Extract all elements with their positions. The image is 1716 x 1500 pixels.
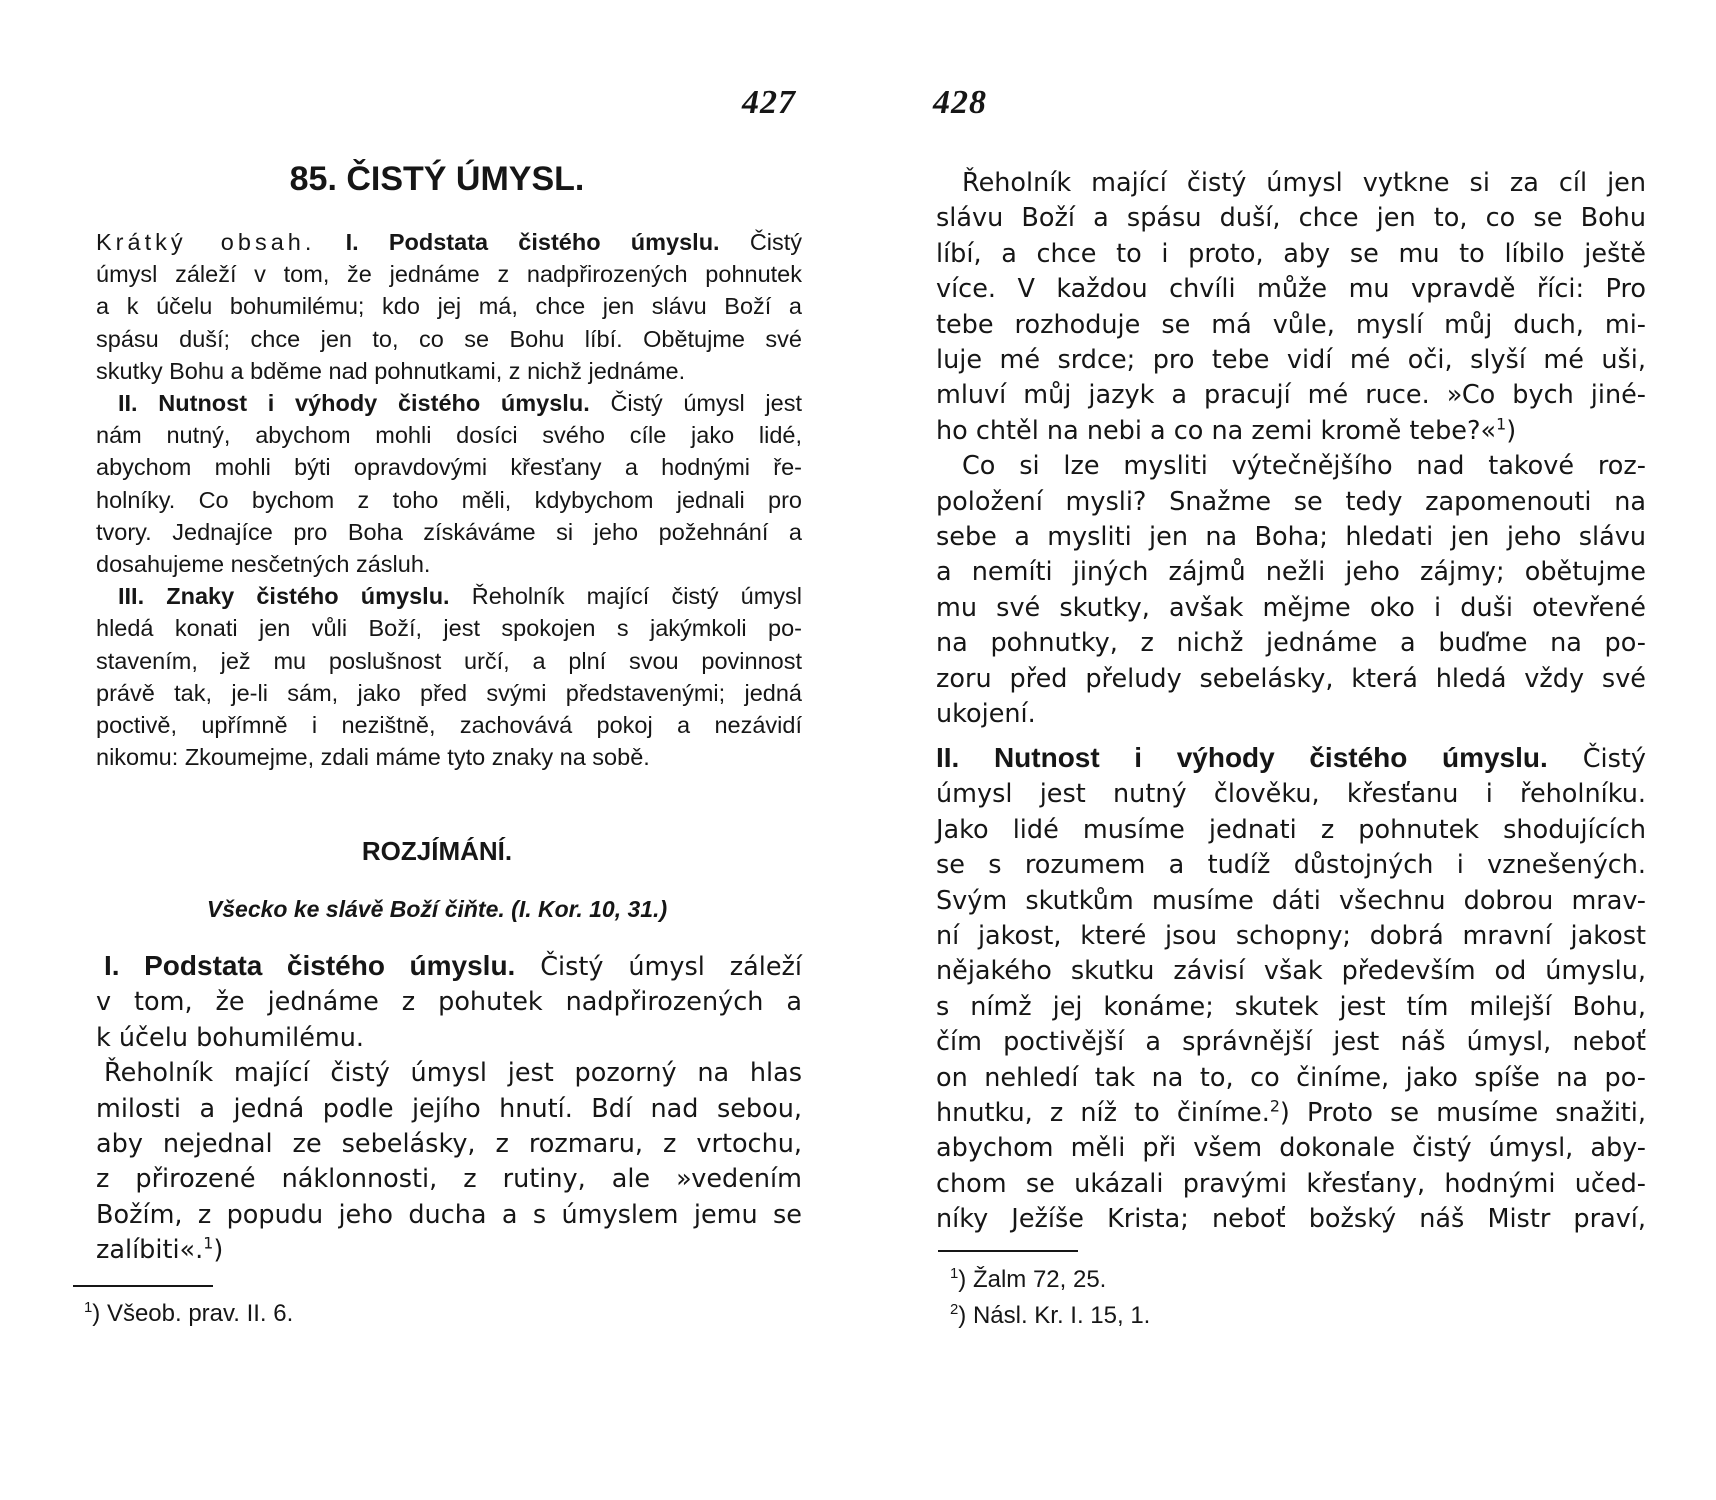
footnote-ref: 2 — [1269, 1096, 1280, 1116]
text-line: abychom měli při všem dokonale čistý úmysl, aby- — [936, 1133, 1646, 1164]
footnote-mark: 1 — [950, 1266, 959, 1282]
summary-line: poctivě, upřímně i nezištně, zachovává pokoj a nezávidí — [96, 712, 802, 739]
footnote-mark: 1 — [84, 1300, 93, 1316]
summary-line: skutky Bohu a bděme nad pohnutkami, z nichž jednáme. — [96, 357, 686, 384]
text-line: ukojení. — [936, 699, 1036, 730]
text-line: mu své skutky, avšak mějme oko i duši otevřené — [936, 592, 1646, 623]
text-line: níky Ježíše Krista; neboť božský náš Mistr praví, — [936, 1204, 1646, 1235]
section-line: Řeholník mající čistý úmysl jest pozorný na hlas — [104, 1058, 802, 1089]
section-line: I. Podstata čistého úmyslu. Čistý úmysl záleží — [104, 950, 802, 982]
summary-line: a k účelu bohumilému; kdo jej má, chce jen slávu Boží a — [96, 293, 802, 320]
summary-line: III. Znaky čistého úmyslu. Řeholník mající čistý úmysl — [118, 583, 802, 610]
text-line: úmysl jest nutný člověku, křesťanu i řeholníku. — [936, 779, 1646, 810]
meditation-heading: ROZJÍMÁNÍ. — [361, 836, 513, 866]
footnote-ref: 1 — [1496, 414, 1507, 434]
section-1 — [96, 948, 802, 1269]
section-line: aby nejednal ze sebelásky, z rozmaru, z vrtochu, — [96, 1129, 802, 1160]
text-line: líbí, a chce to i proto, aby se mu to líbilo ještě — [936, 238, 1646, 269]
text-line: a nemíti jiných zájmů nežli jeho zájmy; obětujme — [936, 557, 1646, 588]
right-page — [858, 0, 1716, 1500]
text-line: čím poctivější a správnější jest náš úmysl, neboť — [936, 1027, 1646, 1058]
page-number: 427 — [742, 84, 796, 121]
text-line: sebe a mysliti jen na Boha; hledati jen jeho slávu — [936, 522, 1646, 553]
summary-line: II. Nutnost i výhody čistého úmyslu. Čistý úmysl jest — [118, 390, 802, 417]
summary-line: abychom mohli býti opravdovými křesťany a hodnými ře- — [96, 454, 802, 481]
text-line: ho chtěl na nebi a co na zemi kromě tebe?«$^1$) — [936, 414, 1517, 446]
section-line: milosti a jedná podle jejího hnutí. Bdí nad sebou, — [96, 1093, 802, 1124]
section-line: Božím, z popudu jeho ducha a s úmyslem jemu se — [96, 1199, 802, 1230]
summary — [96, 226, 802, 773]
summary-line: spásu duší; chce jen to, co se Bohu líbí. Obětujme své — [96, 325, 802, 352]
text-line: mluví můj jazyk a pracují mé ruce. »Co bych jiné- — [936, 380, 1646, 411]
text-line: více. V každou chvíli může mu vpravdě říci: Pro — [936, 274, 1646, 305]
text-line: chom se ukázali pravými křesťany, hodnými učed- — [936, 1168, 1646, 1199]
text-line: se s rozumem a tudíž důstojných i vznešených. — [936, 850, 1646, 881]
summary-heading-1: I. Podstata čistého úmyslu. — [345, 229, 720, 255]
text-line: nějakého skutku závisí však především od úmyslu, — [936, 956, 1646, 987]
summary-line: hledá konati jen vůli Boží, jest spokojen s jakýmkoli po- — [96, 615, 802, 642]
text-line: on nehledí tak na to, co činíme, jako spíše na po- — [936, 1062, 1646, 1093]
summary-heading-2: II. Nutnost i výhody čistého úmyslu. — [118, 390, 590, 417]
footnote-mark: 2 — [950, 1302, 959, 1318]
summary-line: úmysl záleží v tom, že jednáme z nadpřirozených pohnutek — [96, 261, 802, 288]
text-line: luje mé srdce; pro tebe vidí mé oči, slyší mé uši, — [936, 345, 1646, 376]
text-line: hnutku, z níž to činíme.$^2$) Proto se musíme snažiti, — [936, 1096, 1646, 1129]
motto: Všecko ke slávě Boží čiňte. (I. Kor. 10, 31.) — [206, 896, 668, 922]
footnote-ref: 1 — [203, 1233, 214, 1253]
footnote: $^1$) Všeob. prav. II. 6. — [84, 1300, 294, 1327]
text-line: ní jakost, které jsou schopny; dobrá mravní jakost — [936, 921, 1646, 952]
text-line: položení mysli? Snažme se tedy zapomenouti na — [936, 486, 1646, 517]
text-line: zoru před přeludy sebelásky, která hledá vždy své — [936, 663, 1646, 694]
section-line: k účelu bohumilému. — [96, 1022, 365, 1053]
chapter-title: 85. ČISTÝ ÚMYSL. — [289, 160, 585, 198]
text-line: tebe rozhoduje se má vůle, myslí můj duch, mi- — [936, 309, 1646, 340]
footnote-rule — [73, 1285, 213, 1287]
text-line: Svým skutkům musíme dáti všechnu dobrou mrav- — [936, 885, 1646, 916]
summary-line: dosahujeme nesčetných zásluh. — [96, 551, 431, 578]
footnote: $^1$) Žalm 72, 25. — [950, 1266, 1107, 1293]
summary-heading-3: III. Znaky čistého úmyslu. — [118, 583, 450, 610]
text-line: Jako lidé musíme jednati z pohnutek shodujících — [936, 814, 1646, 845]
section-line: v tom, že jednáme z pohutek nadpřirozených a — [96, 987, 802, 1018]
text-line: II. Nutnost i výhody čistého úmyslu. Čistý — [936, 742, 1646, 774]
summary-line: holníky. Co bychom z toho měli, kdybychom jednali pro — [96, 486, 802, 513]
section-2 — [936, 740, 1646, 1238]
summary-line: Krátký obsah. I. Podstata čistého úmyslu. Čistý — [96, 229, 803, 255]
text-line: na pohnutky, z nichž jednáme a buďme na po- — [936, 628, 1646, 659]
footnote-rule — [938, 1250, 1078, 1252]
text-line: Co si lze mysliti výtečnějšího nad takové roz- — [962, 451, 1646, 482]
section-2-heading: II. Nutnost i výhody čistého úmyslu. — [936, 742, 1548, 773]
text-line: slávu Boží a spásu duší, chce jen to, co se Bohu — [936, 203, 1646, 234]
paragraph-1 — [936, 166, 1646, 733]
text-line: Řeholník mající čistý úmysl vytkne si za cíl jen — [962, 168, 1646, 198]
section-line: zalíbiti«.$^1$) — [96, 1233, 224, 1266]
text-line: s nímž jej konáme; skutek jest tím milejší Bohu, — [936, 991, 1646, 1022]
section-line: z přirozené náklonnosti, z rutiny, ale »vedením — [96, 1164, 802, 1195]
summary-line: nám nutný, abychom mohli dosíci svého cíle jako lidé, — [96, 422, 802, 449]
footnote: $^2$) Násl. Kr. I. 15, 1. — [950, 1302, 1151, 1329]
summary-line: právě tak, je-li sám, jako před svými představenými; jedná — [96, 679, 802, 706]
summary-line: nikomu: Zkoumejme, zdali máme tyto znaky na sobě. — [96, 744, 650, 771]
summary-lead: Krátký obsah. — [96, 229, 316, 255]
summary-line: tvory. Jednajíce pro Boha získáváme si jeho požehnání a — [96, 518, 802, 545]
page-number: 428 — [933, 84, 987, 121]
summary-line: stavením, jež mu poslušnost určí, a plní svou povinnost — [96, 647, 802, 674]
section-1-heading: I. Podstata čistého úmyslu. — [104, 950, 516, 981]
